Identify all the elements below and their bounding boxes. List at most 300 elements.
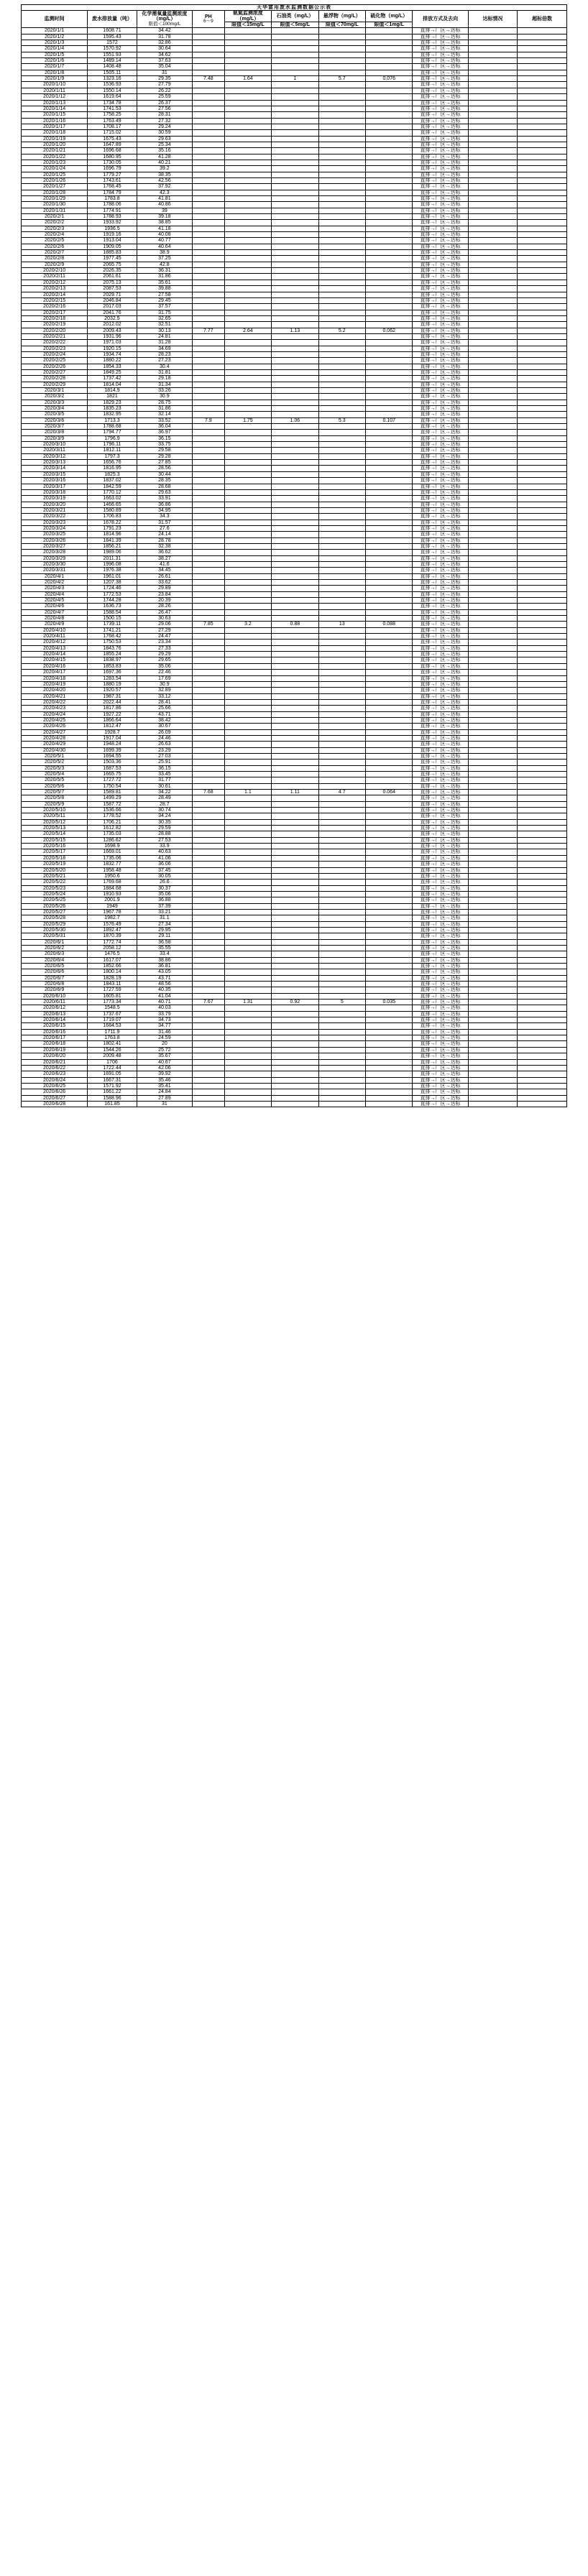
cell-sulfide [366,586,413,591]
table-row [22,532,567,537]
cell-exceed-multiple [518,489,567,495]
cell-date: 2020/5/8 [22,795,88,801]
cell-suspended-solids [318,502,365,507]
cell-petroleum [272,561,318,567]
cell-exceed-status [468,1041,517,1047]
cell-direction: 直排→厂区→达标 [413,964,468,969]
cell-direction: 直排→厂区→达标 [413,262,468,267]
cell-exceed-status [468,262,517,267]
col-header-cod-text: 化学需氧量监测浓度（mg/L） [142,11,188,22]
cell-ph [193,286,225,292]
cell-sulfide [366,609,413,615]
cell-petroleum [272,46,318,52]
cell-discharge-volume: 2009.48 [88,1053,137,1059]
cell-nh3 [224,166,271,172]
cell-petroleum [272,226,318,231]
cell-discharge-volume: 1812.11 [88,448,137,453]
cell-sulfide [366,64,413,70]
cell-ph [193,693,225,699]
cell-suspended-solids [318,262,365,267]
cell-ph [193,873,225,879]
cell-direction: 直排→厂区→达标 [413,274,468,280]
cell-ph [193,1005,225,1011]
cell-sulfide [366,388,413,394]
cell-date: 2020/2/13 [22,286,88,292]
cell-ph [193,1065,225,1071]
cell-direction: 直排→厂区→达标 [413,1089,468,1095]
cell-cod: 32.38 [137,543,192,549]
table-row [22,543,567,549]
cell-ph [193,1035,225,1041]
cell-cod: 33.9 [137,844,192,849]
cell-petroleum [272,1017,318,1023]
cell-petroleum [272,292,318,297]
cell-ph [193,1083,225,1089]
cell-sulfide: 0.035 [366,1000,413,1005]
cell-date: 2020/6/1 [22,939,88,945]
cell-suspended-solids [318,70,365,75]
table-row [22,681,567,687]
cell-cod: 28.68 [137,484,192,489]
cell-date: 2020/3/10 [22,442,88,448]
cell-exceed-status [468,813,517,819]
cell-direction: 直排→厂区→达标 [413,801,468,807]
cell-sulfide [366,795,413,801]
cell-cod: 23.34 [137,640,192,645]
cell-suspended-solids [318,819,365,825]
cell-date: 2020/6/23 [22,1071,88,1077]
cell-direction: 直排→厂区→达标 [413,862,468,867]
cell-date: 2020/2/2 [22,220,88,226]
cell-exceed-status [468,1077,517,1083]
cell-exceed-status [468,555,517,561]
cell-suspended-solids [318,891,365,897]
cell-exceed-multiple [518,808,567,813]
cell-cod: 48.56 [137,982,192,987]
cell-date: 2020/3/30 [22,561,88,567]
cell-direction: 直排→厂区→达标 [413,609,468,615]
cell-nh3 [224,826,271,831]
cell-date: 2020/4/2 [22,580,88,586]
cell-cod: 31.86 [137,406,192,412]
cell-exceed-multiple [518,1035,567,1041]
cell-exceed-status [468,663,517,669]
cell-discharge-volume: 1697.36 [88,670,137,675]
cell-ph [193,897,225,903]
cell-cod: 30.9 [137,681,192,687]
table-row [22,1047,567,1053]
cell-direction: 直排→厂区→达标 [413,1005,468,1011]
cell-discharge-volume: 2087.53 [88,286,137,292]
cell-ph [193,424,225,430]
table-row [22,652,567,657]
cell-ph [193,1059,225,1065]
table-row [22,1041,567,1047]
cell-ph [193,226,225,231]
cell-ph [193,747,225,753]
cell-petroleum [272,507,318,513]
cell-sulfide [366,358,413,364]
cell-direction: 直排→厂区→达标 [413,975,468,981]
cell-nh3 [224,226,271,231]
cell-petroleum: 1 [272,76,318,82]
cell-sulfide [366,489,413,495]
cell-direction: 直排→厂区→达标 [413,945,468,951]
cell-petroleum [272,555,318,561]
cell-date: 2020/1/27 [22,184,88,190]
cell-exceed-status [468,1023,517,1029]
cell-direction: 直排→厂区→达标 [413,28,468,34]
table-row [22,220,567,226]
cell-exceed-status [468,46,517,52]
cell-ph [193,448,225,453]
cell-sulfide [366,442,413,448]
cell-sulfide [366,604,413,609]
cell-nh3 [224,880,271,885]
cell-petroleum [272,202,318,208]
cell-nh3 [224,489,271,495]
cell-discharge-volume: 1727.59 [88,987,137,993]
cell-cod: 37.45 [137,867,192,873]
cell-date: 2020/6/27 [22,1095,88,1101]
cell-ph [193,568,225,573]
cell-sulfide [366,573,413,579]
cell-ph [193,400,225,405]
table-row [22,819,567,825]
cell-nh3 [224,813,271,819]
cell-date: 2020/5/12 [22,819,88,825]
cell-suspended-solids [318,975,365,981]
cell-discharge-volume: 1832.77 [88,862,137,867]
cell-sulfide [366,1083,413,1089]
table-row [22,471,567,477]
cell-ph [193,982,225,987]
cell-exceed-multiple [518,790,567,795]
cell-sulfide [366,1095,413,1101]
cell-sulfide [366,484,413,489]
cell-date: 2020/3/15 [22,471,88,477]
cell-exceed-multiple [518,663,567,669]
cell-ph [193,232,225,238]
cell-suspended-solids [318,52,365,57]
cell-cod: 27.89 [137,1095,192,1101]
cell-suspended-solids [318,453,365,459]
cell-petroleum [272,297,318,303]
cell-discharge-volume: 1794.77 [88,430,137,435]
cell-sulfide [366,909,413,915]
cell-ph [193,160,225,165]
cell-exceed-multiple [518,1023,567,1029]
cell-exceed-multiple [518,1065,567,1071]
cell-suspended-solids [318,94,365,100]
cell-cod: 27.6 [137,525,192,531]
cell-sulfide [366,112,413,118]
cell-discharge-volume: 1948.24 [88,742,137,747]
cell-exceed-status [468,177,517,183]
cell-suspended-solids [318,202,365,208]
cell-suspended-solids [318,1035,365,1041]
cell-exceed-multiple [518,496,567,502]
cell-sulfide [366,873,413,879]
cell-nh3 [224,466,271,471]
cell-discharge-volume: 1735.06 [88,855,137,861]
cell-nh3 [224,724,271,729]
cell-exceed-multiple [518,394,567,400]
cell-exceed-status [468,100,517,106]
cell-nh3: 1.75 [224,417,271,423]
table-row [22,795,567,801]
table-row [22,507,567,513]
table-row [22,130,567,136]
cell-date: 2020/1/5 [22,52,88,57]
cell-suspended-solids [318,58,365,64]
cell-suspended-solids [318,292,365,297]
cell-discharge-volume: 1919.16 [88,232,137,238]
cell-discharge-volume: 1821 [88,394,137,400]
table-row [22,412,567,417]
cell-discharge-volume: 1967.78 [88,909,137,915]
cell-exceed-status [468,1005,517,1011]
cell-ph [193,172,225,177]
cell-petroleum [272,412,318,417]
cell-direction: 直排→厂区→达标 [413,819,468,825]
cell-direction: 直排→厂区→达标 [413,909,468,915]
cell-ph [193,586,225,591]
cell-nh3 [224,1101,271,1107]
cell-petroleum [272,837,318,843]
cell-nh3 [224,729,271,735]
cell-petroleum [272,466,318,471]
cell-exceed-multiple [518,28,567,34]
cell-suspended-solids [318,340,365,346]
cell-nh3 [224,873,271,879]
table-row [22,586,567,591]
cell-exceed-multiple [518,502,567,507]
cell-sulfide [366,532,413,537]
cell-direction: 直排→厂区→达标 [413,160,468,165]
cell-exceed-status [468,322,517,328]
cell-direction: 直排→厂区→达标 [413,58,468,64]
cell-cod: 38.86 [137,957,192,963]
cell-direction: 直排→厂区→达标 [413,561,468,567]
cell-date: 2020/1/8 [22,70,88,75]
cell-petroleum [272,675,318,681]
cell-exceed-multiple [518,826,567,831]
cell-suspended-solids [318,177,365,183]
cell-cod: 33.79 [137,1011,192,1017]
cell-nh3 [224,568,271,573]
cell-exceed-status [468,202,517,208]
cell-petroleum [272,435,318,441]
cell-cod: 31 [137,70,192,75]
cell-nh3 [224,70,271,75]
cell-discharge-volume: 1576.49 [88,921,137,927]
cell-sulfide [366,286,413,292]
cell-exceed-status [468,1053,517,1059]
cell-petroleum [272,873,318,879]
cell-ph [193,1071,225,1077]
cell-cod: 33.21 [137,909,192,915]
cell-discharge-volume: 1961.01 [88,573,137,579]
cell-exceed-status [468,609,517,615]
cell-ph: 7.77 [193,328,225,333]
cell-exceed-multiple [518,268,567,274]
cell-petroleum [272,964,318,969]
cell-discharge-volume: 1503.36 [88,760,137,765]
cell-cod: 17.69 [137,675,192,681]
cell-cod: 40.08 [137,232,192,238]
cell-exceed-multiple [518,52,567,57]
cell-discharge-volume: 1796.11 [88,442,137,448]
cell-nh3 [224,753,271,759]
table-row [22,753,567,759]
cell-direction: 直排→厂区→达标 [413,969,468,975]
cell-ph [193,808,225,813]
cell-ph: 7.48 [193,76,225,82]
cell-date: 2020/5/13 [22,826,88,831]
cell-petroleum [272,453,318,459]
cell-direction: 直排→厂区→达标 [413,939,468,945]
cell-discharge-volume: 1885.83 [88,250,137,256]
cell-cod: 42.06 [137,1065,192,1071]
cell-petroleum [272,987,318,993]
cell-nh3 [224,915,271,921]
cell-petroleum [272,1047,318,1053]
table-row [22,742,567,747]
cell-exceed-status [468,760,517,765]
cell-date: 2020/6/15 [22,1023,88,1029]
cell-nh3 [224,364,271,369]
cell-petroleum [272,735,318,741]
cell-nh3 [224,310,271,315]
cell-ph [193,502,225,507]
cell-exceed-status [468,112,517,118]
cell-petroleum [272,154,318,160]
cell-ph [193,484,225,489]
cell-date: 2020/2/14 [22,292,88,297]
cell-date: 2020/1/29 [22,196,88,202]
cell-sulfide [366,808,413,813]
cell-discharge-volume: 1698.9 [88,844,137,849]
cell-discharge-volume: 1772.53 [88,591,137,597]
cell-nh3 [224,945,271,951]
cell-date: 2020/1/1 [22,28,88,34]
cell-cod: 39.88 [137,286,192,292]
cell-nh3 [224,591,271,597]
table-row [22,466,567,471]
cell-petroleum [272,760,318,765]
cell-ph [193,742,225,747]
cell-suspended-solids [318,591,365,597]
cell-sulfide [366,184,413,190]
cell-suspended-solids: 13 [318,622,365,627]
cell-petroleum [272,783,318,789]
cell-direction: 直排→厂区→达标 [413,1000,468,1005]
cell-sulfide [366,772,413,777]
cell-discharge-volume: 1678.22 [88,520,137,525]
cell-nh3 [224,831,271,837]
cell-nh3 [224,561,271,567]
cell-date: 2020/2/4 [22,232,88,238]
cell-exceed-status [468,693,517,699]
cell-date: 2020/5/22 [22,880,88,885]
cell-exceed-status [468,862,517,867]
cell-discharge-volume: 1699.39 [88,747,137,753]
cell-discharge-volume: 1619.64 [88,94,137,100]
cell-direction: 直排→厂区→达标 [413,604,468,609]
cell-petroleum [272,801,318,807]
cell-direction: 直排→厂区→达标 [413,1017,468,1023]
cell-suspended-solids: 5.3 [318,417,365,423]
cell-exceed-multiple [518,40,567,46]
table-row [22,903,567,909]
cell-cod: 39.2 [137,166,192,172]
cell-discharge-volume: 1797.3 [88,453,137,459]
cell-cod: 24.59 [137,1035,192,1041]
cell-ph [193,406,225,412]
table-row [22,951,567,957]
cell-nh3 [224,735,271,741]
cell-date: 2020/5/18 [22,855,88,861]
cell-date: 2020/2/7 [22,250,88,256]
cell-direction: 直排→厂区→达标 [413,1083,468,1089]
cell-discharge-volume: 1841.39 [88,537,137,543]
cell-exceed-multiple [518,616,567,622]
cell-direction: 直排→厂区→达标 [413,82,468,88]
cell-date: 2020/6/22 [22,1065,88,1071]
cell-petroleum [272,112,318,118]
cell-sulfide: 0.088 [366,622,413,627]
cell-exceed-status [468,340,517,346]
cell-exceed-multiple [518,724,567,729]
cell-sulfide [366,351,413,357]
cell-discharge-volume: 1949 [88,903,137,909]
cell-nh3 [224,939,271,945]
cell-suspended-solids [318,106,365,111]
cell-exceed-status [468,304,517,310]
cell-direction: 直排→厂区→达标 [413,1095,468,1101]
cell-exceed-status [468,921,517,927]
cell-exceed-status [468,286,517,292]
cell-petroleum [272,634,318,640]
cell-exceed-status [468,688,517,693]
cell-ph [193,609,225,615]
cell-suspended-solids [318,783,365,789]
cell-direction: 直排→厂区→达标 [413,88,468,93]
cell-sulfide [366,70,413,75]
cell-suspended-solids [318,837,365,843]
table-row [22,160,567,165]
table-row [22,765,567,771]
cell-discharge-volume: 1829.23 [88,400,137,405]
table-row [22,609,567,615]
cell-cod: 42.56 [137,177,192,183]
cell-direction: 直排→厂区→达标 [413,747,468,753]
cell-sulfide [366,627,413,633]
cell-ph [193,891,225,897]
cell-exceed-multiple [518,993,567,999]
cell-petroleum [272,688,318,693]
cell-date: 2020/4/19 [22,681,88,687]
cell-petroleum [272,196,318,202]
cell-cod: 35.67 [137,1053,192,1059]
cell-nh3 [224,118,271,124]
cell-nh3 [224,699,271,705]
cell-direction: 直排→厂区→达标 [413,1101,468,1107]
cell-discharge-volume: 1832.95 [88,412,137,417]
cell-cod: 42.8 [137,262,192,267]
cell-exceed-multiple [518,921,567,927]
